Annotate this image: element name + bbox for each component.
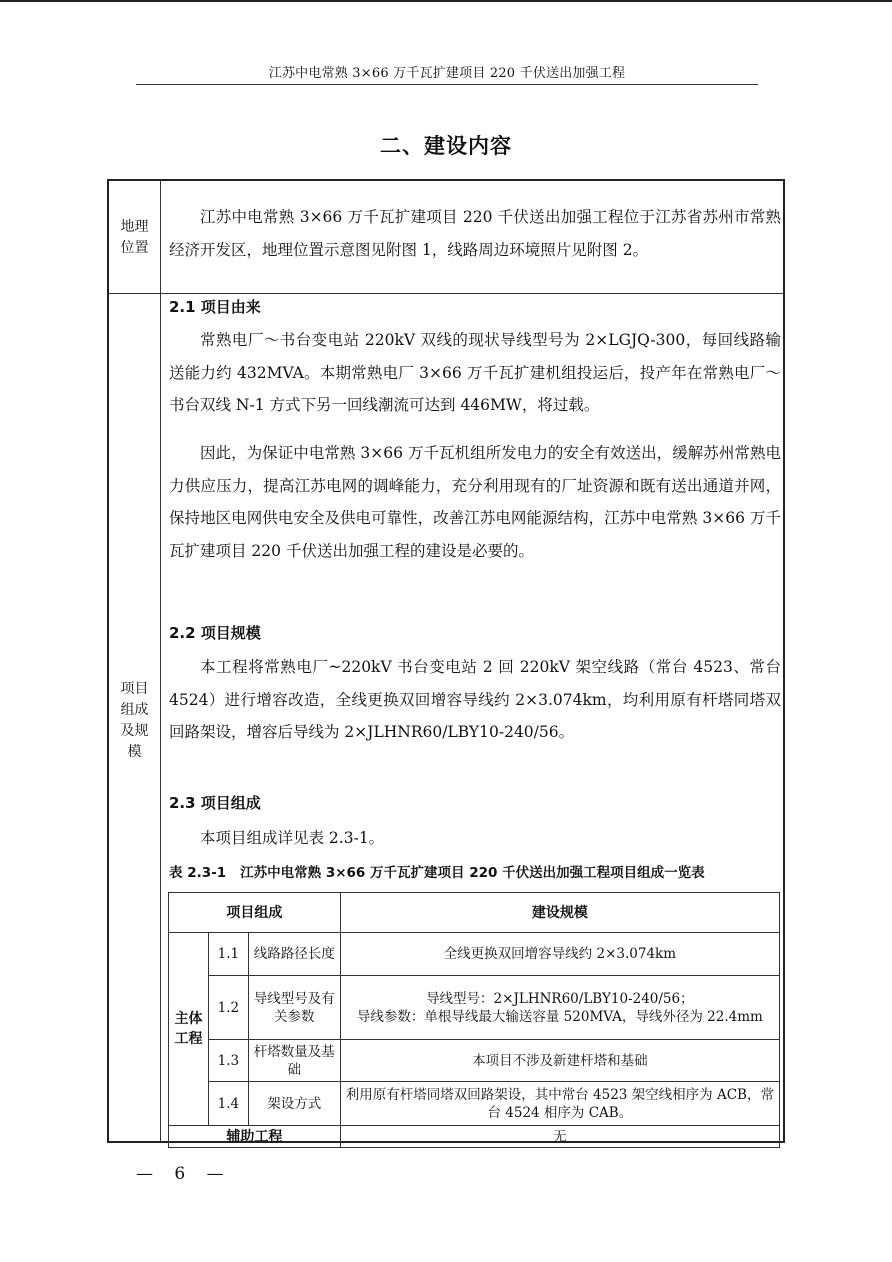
row-number: 1.1 [208, 933, 248, 976]
row-label-composition [109, 679, 160, 763]
aux-label: 辅助工程 [169, 1126, 341, 1148]
main-category: 主体 工程 [169, 933, 209, 1126]
heading-2-1: 2.1 项目由来 [169, 298, 261, 316]
heading-2-3: 2.3 项目组成 [169, 794, 261, 812]
label-column-divider [160, 181, 161, 1141]
geo-paragraph: 江苏中电常熟 3×66 万千瓦扩建项目 220 千伏送出加强工程位于江苏省苏州市常熟经济开发区，地理位置示意图见附图 1，线路周边环境照片见附图 2。 [169, 208, 781, 259]
s21-paragraph-2: 因此，为保证中电常熟 3×66 万千瓦机组所发电力的安全有效送出，缓解苏州常熟电力供应压力，提高江苏电网的调峰能力，充分利用现有的厂址资源和既有送出通道并网，保持地区电网供电安全及供电可靠性，改善江苏电网能源结构，江苏中电常熟 3×66 万千瓦扩建项目 220 千伏送出加强工程的建设是必要的。 [169, 444, 781, 560]
s22-para-block [169, 651, 781, 749]
s21-para-1-block [169, 324, 781, 422]
heading-2-2: 2.2 项目规模 [169, 624, 261, 642]
top-border [0, 0, 892, 2]
row-number: 1.3 [208, 1040, 248, 1082]
aux-value: 无 [340, 1126, 779, 1148]
table-row-aux [169, 1126, 780, 1148]
table-caption-number: 表 2.3-1 [169, 865, 227, 881]
row-desc-line: 导线参数：单根导线最大输送容量 520MVA，导线外径为 22.4mm [356, 1008, 763, 1025]
row-name: 线路路径长度 [248, 933, 340, 976]
table-row [169, 1082, 780, 1126]
table-caption-text: 江苏中电常熟 3×66 万千瓦扩建项目 220 千伏送出加强工程项目组成一览表 [240, 865, 705, 881]
row-number: 1.2 [208, 976, 248, 1040]
running-header: 江苏中电常熟 3×66 万千瓦扩建项目 220 千伏送出加强工程 [268, 66, 626, 81]
row-number: 1.4 [208, 1082, 248, 1126]
table-row [169, 933, 780, 976]
composition-table [168, 892, 780, 1148]
row-name: 架设方式 [248, 1082, 340, 1126]
geo-content [169, 201, 781, 266]
table-row [169, 1040, 780, 1082]
row-desc-line: 导线型号：2×JLHNR60/LBY10-240/56； [426, 990, 694, 1007]
header-rule [136, 84, 758, 85]
s21-para-2-block [169, 437, 781, 567]
row-label-geo-text: 地理 位置 [120, 219, 149, 256]
header-scale: 建设规模 [340, 893, 779, 933]
s23-paragraph-1: 本项目组成详见表 2.3-1。 [200, 829, 385, 847]
row-name: 杆塔数量及基础 [248, 1040, 340, 1082]
row-desc: 本项目不涉及新建杆塔和基础 [340, 1040, 779, 1082]
row-label-composition-text: 项目 组成 及规 模 [120, 681, 149, 760]
page-number: — 6 — [136, 1164, 232, 1184]
header-item: 项目组成 [169, 893, 341, 933]
row-desc: 利用原有杆塔同塔双回路架设，其中常台 4523 架空线相序为 ACB，常台 4524 相序为 CAB。 [340, 1082, 779, 1126]
table-caption [169, 863, 781, 883]
row-desc [340, 976, 779, 1040]
table-row [169, 976, 780, 1040]
row-desc: 全线更换双回增容导线约 2×3.074km [340, 933, 779, 976]
s23-para-block [169, 822, 781, 855]
section-title: 二、建设内容 [380, 134, 512, 158]
table-header-row [169, 893, 780, 933]
row-divider [109, 293, 783, 294]
row-label-geo [109, 217, 160, 259]
s22-paragraph-1: 本工程将常熟电厂~220kV 书台变电站 2 回 220kV 架空线路（常台 4523、常台 4524）进行增容改造，全线更换双回增容导线约 2×3.074km，均利用原有杆塔同塔双回路架设，增容后导线为 2×JLHNR60/LBY10-240/56。 [169, 658, 781, 741]
row-name: 导线型号及有关参数 [248, 976, 340, 1040]
s21-paragraph-1: 常熟电厂～书台变电站 220kV 双线的现状导线型号为 2×LGJQ-300，每回线路输送能力约 432MVA。本期常熟电厂 3×66 万千瓦扩建机组投运后，投产年在常熟电厂～书台双线 N-1 方式下另一回线潮流可达到 446MW，将过载。 [169, 331, 781, 414]
content-table [107, 179, 785, 1143]
